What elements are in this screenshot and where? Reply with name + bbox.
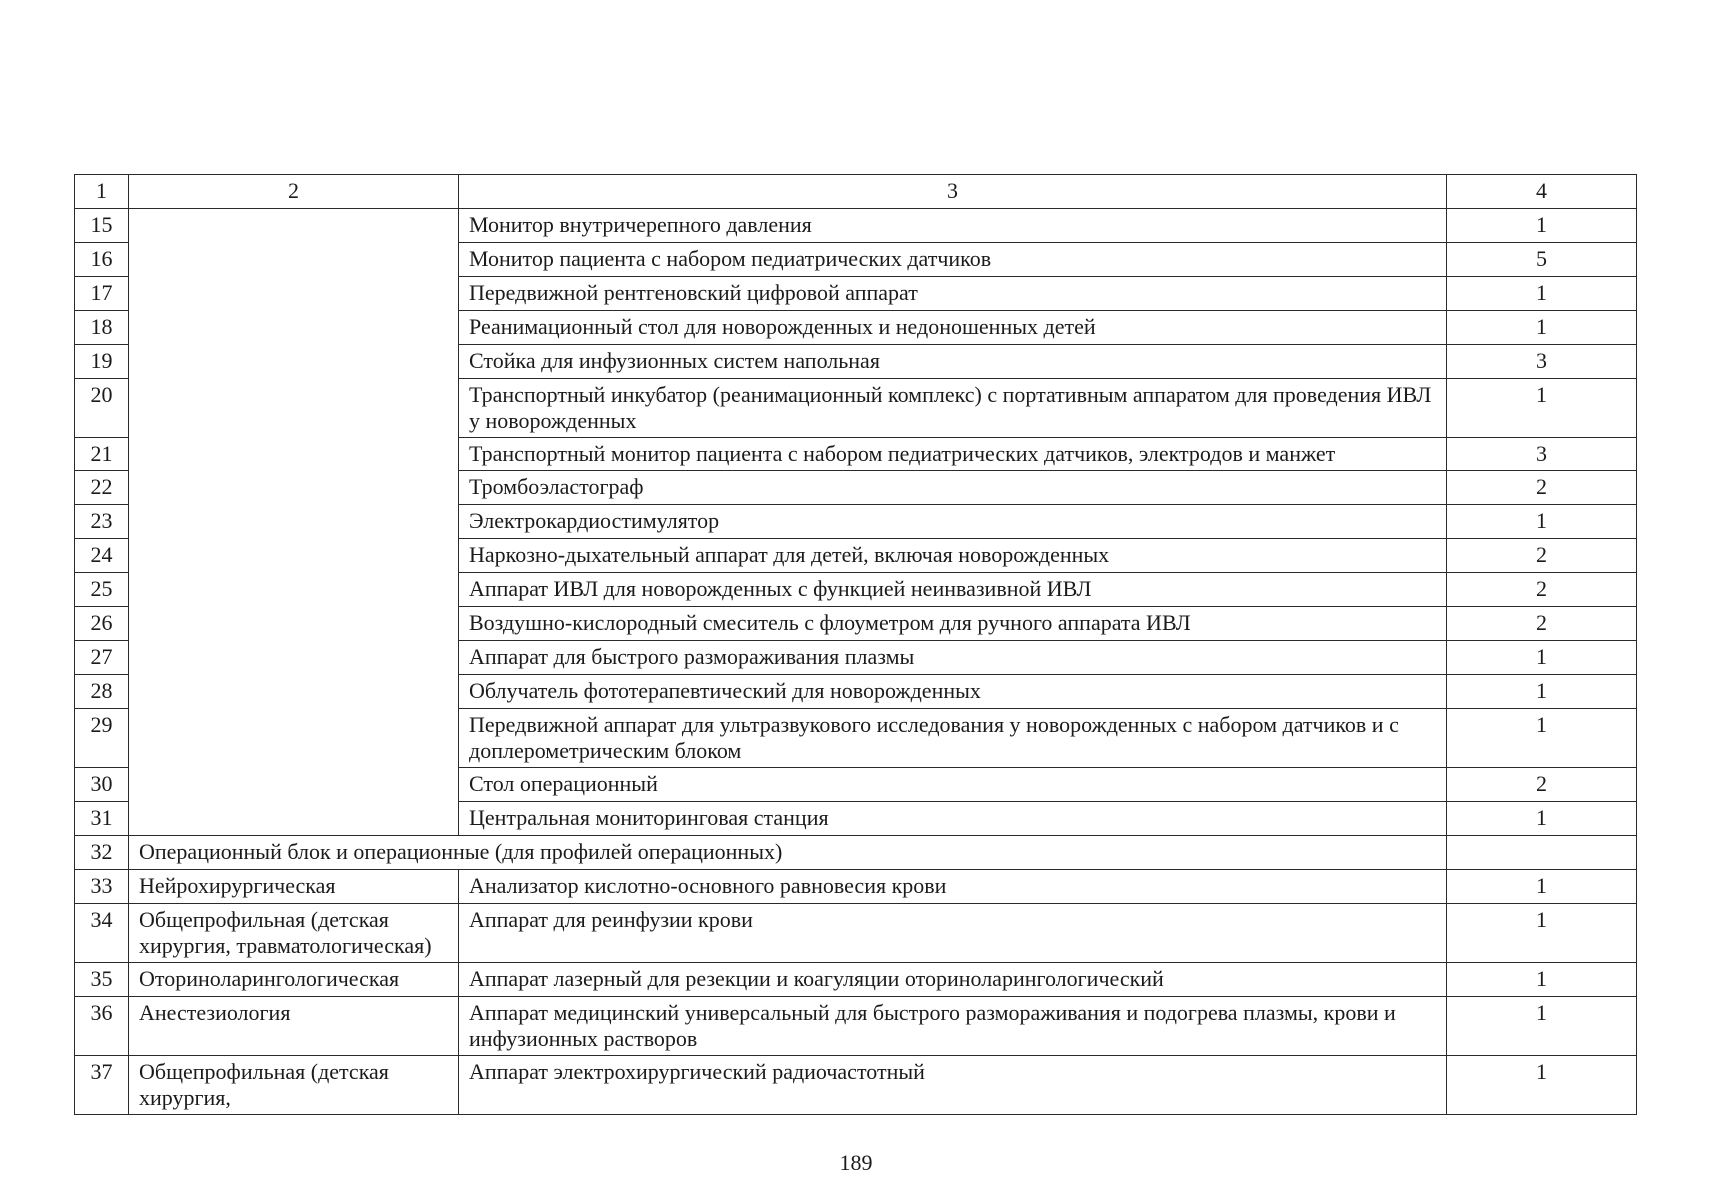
row-number: 22 — [75, 471, 129, 505]
row-number: 36 — [75, 997, 129, 1056]
equipment-name: Тромбоэластограф — [459, 471, 1447, 505]
table-row — [75, 209, 1637, 243]
equipment-name: Анализатор кислотно-основного равновесия крови — [459, 870, 1447, 904]
quantity: 1 — [1447, 997, 1637, 1056]
quantity: 2 — [1447, 471, 1637, 505]
quantity — [1447, 836, 1637, 870]
row-number: 30 — [75, 768, 129, 802]
quantity: 1 — [1447, 870, 1637, 904]
equipment-name: Стойка для инфузионных систем напольная — [459, 345, 1447, 379]
equipment-name: Транспортный монитор пациента с набором педиатрических датчиков, электродов и манжет — [459, 438, 1447, 471]
quantity: 1 — [1447, 641, 1637, 675]
row-number: 24 — [75, 539, 129, 573]
quantity: 2 — [1447, 539, 1637, 573]
row-number: 15 — [75, 209, 129, 243]
header-cell-3: 3 — [459, 175, 1447, 209]
row-number: 17 — [75, 277, 129, 311]
equipment-name: Монитор внутричерепного давления — [459, 209, 1447, 243]
equipment-name: Электрокардиостимулятор — [459, 505, 1447, 539]
quantity: 2 — [1447, 573, 1637, 607]
row-number: 23 — [75, 505, 129, 539]
row-number: 21 — [75, 438, 129, 471]
unit-cell-merged — [129, 209, 459, 836]
equipment-name: Аппарат электрохирургический радиочастотный — [459, 1056, 1447, 1115]
row-number: 35 — [75, 963, 129, 997]
equipment-name: Центральная мониторинговая станция — [459, 802, 1447, 836]
equipment-name: Передвижной аппарат для ультразвукового исследования у новорожденных с набором датчиков и с доплерометрическим блоком — [459, 709, 1447, 768]
quantity: 1 — [1447, 904, 1637, 963]
equipment-name: Монитор пациента с набором педиатрических датчиков — [459, 243, 1447, 277]
header-cell-1: 1 — [75, 175, 129, 209]
equipment-name: Аппарат ИВЛ для новорожденных с функцией неинвазивной ИВЛ — [459, 573, 1447, 607]
row-number: 32 — [75, 836, 129, 870]
unit-name: Общепрофильная (детская хирургия, — [129, 1056, 459, 1115]
quantity: 2 — [1447, 607, 1637, 641]
quantity: 1 — [1447, 209, 1637, 243]
unit-name: Общепрофильная (детская хирургия, травматологическая) — [129, 904, 459, 963]
section-title: Операционный блок и операционные (для профилей операционных) — [129, 836, 1447, 870]
quantity: 1 — [1447, 311, 1637, 345]
quantity: 1 — [1447, 802, 1637, 836]
equipment-name: Реанимационный стол для новорожденных и недоношенных детей — [459, 311, 1447, 345]
row-number: 31 — [75, 802, 129, 836]
unit-name: Нейрохирургическая — [129, 870, 459, 904]
equipment-table-body — [75, 175, 1637, 1115]
row-number: 33 — [75, 870, 129, 904]
quantity: 1 — [1447, 1056, 1637, 1115]
page-number: 189 — [839, 1150, 873, 1175]
unit-name: Оториноларингологическая — [129, 963, 459, 997]
row-number: 37 — [75, 1056, 129, 1115]
table-row — [75, 904, 1637, 963]
equipment-name: Аппарат медицинский универсальный для быстрого размораживания и подогрева плазмы, крови и инфузионных растворов — [459, 997, 1447, 1056]
equipment-name: Воздушно-кислородный смеситель с флоуметром для ручного аппарата ИВЛ — [459, 607, 1447, 641]
row-number: 34 — [75, 904, 129, 963]
row-number: 19 — [75, 345, 129, 379]
table-row — [75, 997, 1637, 1056]
equipment-name: Передвижной рентгеновский цифровой аппарат — [459, 277, 1447, 311]
quantity: 5 — [1447, 243, 1637, 277]
row-number: 25 — [75, 573, 129, 607]
equipment-name: Аппарат для быстрого размораживания плазмы — [459, 641, 1447, 675]
row-number: 27 — [75, 641, 129, 675]
quantity: 1 — [1447, 675, 1637, 709]
row-number: 28 — [75, 675, 129, 709]
header-cell-2: 2 — [129, 175, 459, 209]
quantity: 3 — [1447, 345, 1637, 379]
equipment-name: Облучатель фототерапевтический для новорожденных — [459, 675, 1447, 709]
quantity: 1 — [1447, 963, 1637, 997]
equipment-name: Аппарат для реинфузии крови — [459, 904, 1447, 963]
quantity: 3 — [1447, 438, 1637, 471]
equipment-name: Стол операционный — [459, 768, 1447, 802]
quantity: 1 — [1447, 709, 1637, 768]
unit-name: Анестезиология — [129, 997, 459, 1056]
row-number: 20 — [75, 379, 129, 438]
row-number: 29 — [75, 709, 129, 768]
table-row — [75, 963, 1637, 997]
quantity: 1 — [1447, 379, 1637, 438]
row-number: 26 — [75, 607, 129, 641]
table-row — [75, 1056, 1637, 1115]
section-row — [75, 836, 1637, 870]
quantity: 2 — [1447, 768, 1637, 802]
row-number: 18 — [75, 311, 129, 345]
equipment-name: Наркозно-дыхательный аппарат для детей, включая новорожденных — [459, 539, 1447, 573]
header-row — [75, 175, 1637, 209]
quantity: 1 — [1447, 505, 1637, 539]
equipment-name: Аппарат лазерный для резекции и коагуляции оториноларингологический — [459, 963, 1447, 997]
equipment-table — [74, 174, 1637, 1115]
table-row — [75, 870, 1637, 904]
header-cell-4: 4 — [1447, 175, 1637, 209]
quantity: 1 — [1447, 277, 1637, 311]
equipment-name: Транспортный инкубатор (реанимационный комплекс) с портативным аппаратом для проведения ИВЛ у новорожденных — [459, 379, 1447, 438]
row-number: 16 — [75, 243, 129, 277]
